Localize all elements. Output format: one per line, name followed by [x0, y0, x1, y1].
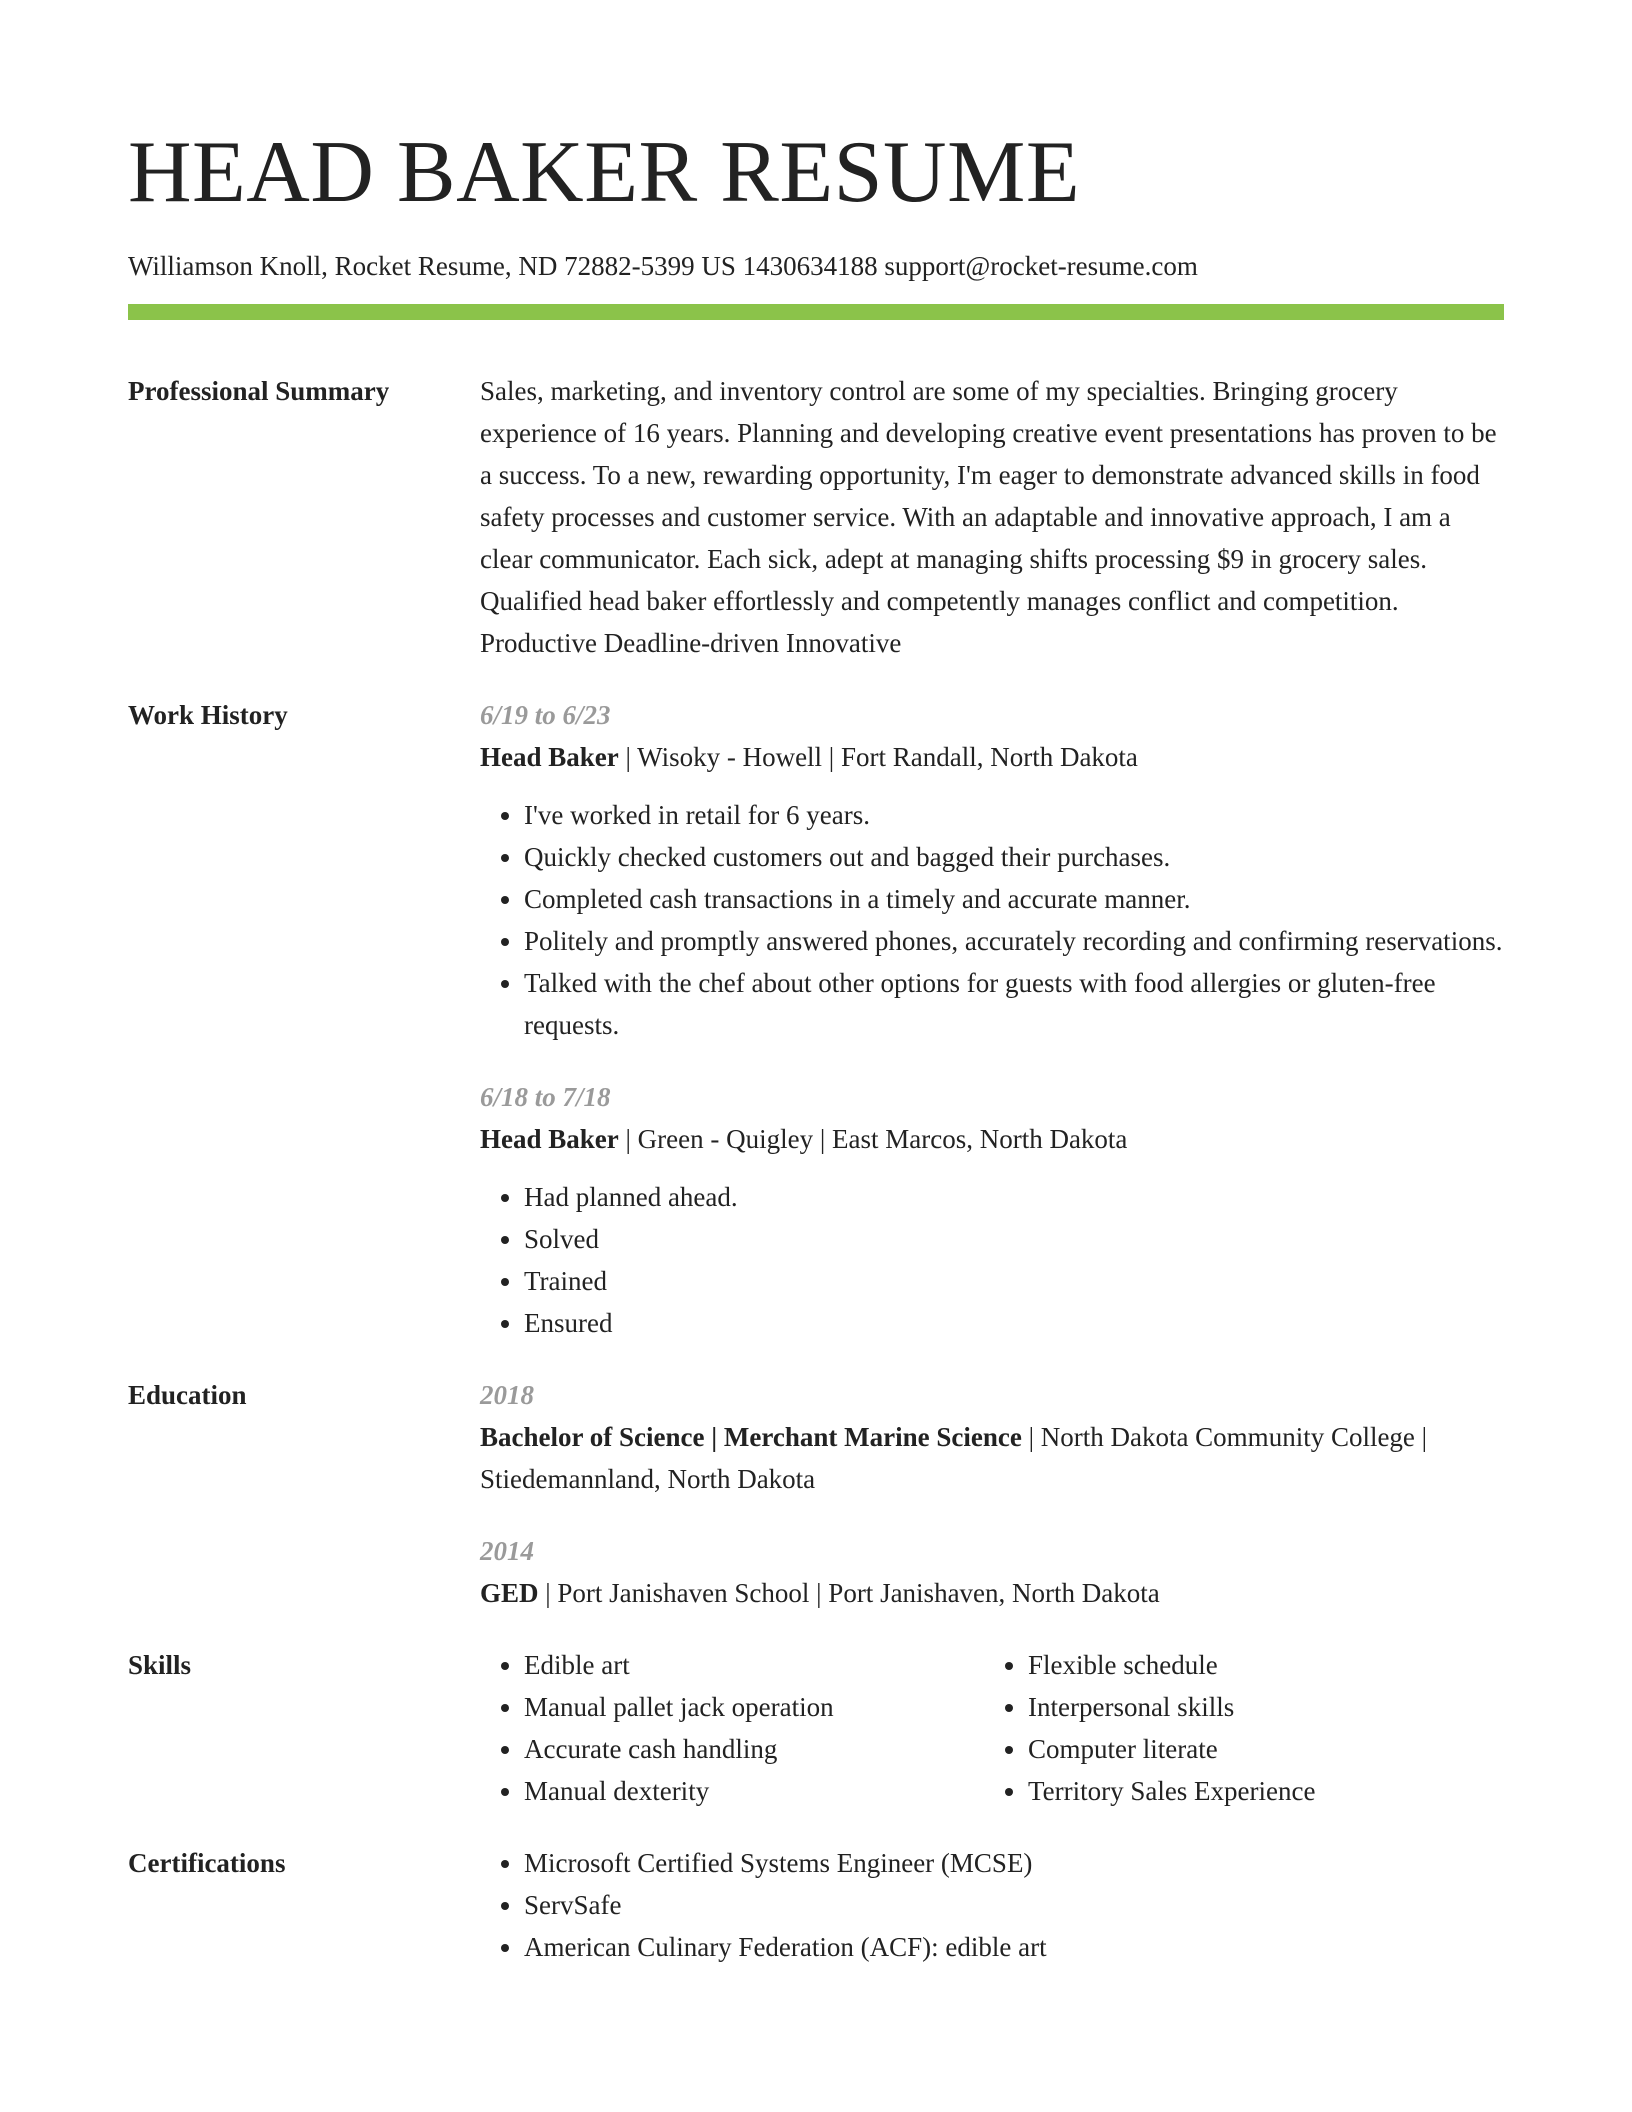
header-divider	[128, 304, 1504, 320]
education-degree: Bachelor of Science | Merchant Marine Science	[480, 1422, 1022, 1452]
skill-item: • Manual pallet jack operation	[524, 1686, 984, 1728]
resume-title: HEAD BAKER RESUME	[128, 124, 1081, 221]
skill-item: • Accurate cash handling	[524, 1728, 984, 1770]
education-line	[480, 1572, 1504, 1614]
job-bullet: • Trained	[524, 1260, 1504, 1302]
job-bullets	[480, 1176, 1504, 1344]
skills-list-right	[984, 1644, 1488, 1812]
education-details: | Port Janishaven School | Port Janishaven, North Dakota	[538, 1578, 1160, 1608]
education-details: | North Dakota Community College | Stiedemannland, North Dakota	[480, 1422, 1428, 1494]
skills-section	[128, 1644, 1504, 1812]
job-entry	[480, 694, 1504, 1046]
education-section	[128, 1374, 1504, 1614]
skill-item: • Territory Sales Experience	[1028, 1770, 1488, 1812]
job-bullet: • Ensured	[524, 1302, 1504, 1344]
certifications-body	[480, 1842, 1504, 1968]
contact-line: Williamson Knoll, Rocket Resume, ND 72882-5399 US 1430634188 support@rocket-resume.com	[128, 251, 1198, 281]
work-history-body	[480, 694, 1504, 1344]
job-bullet: • I've worked in retail for 6 years.	[524, 794, 1504, 836]
job-bullet: • Had planned ahead.	[524, 1176, 1504, 1218]
skill-item: • Interpersonal skills	[1028, 1686, 1488, 1728]
certification-item: • ServSafe	[524, 1884, 1504, 1926]
job-role-line	[480, 1118, 1504, 1160]
certification-item: • American Culinary Federation (ACF): edible art	[524, 1926, 1504, 1968]
education-degree: GED	[480, 1578, 539, 1608]
section-label-education: Education	[128, 1380, 247, 1410]
job-dates: 6/19 to 6/23	[480, 700, 611, 730]
job-bullet: • Quickly checked customers out and bagged their purchases.	[524, 836, 1504, 878]
job-details: | Green - Quigley | East Marcos, North Dakota	[618, 1124, 1128, 1154]
certifications-list	[480, 1842, 1504, 1968]
education-body	[480, 1374, 1504, 1614]
skills-list-left	[480, 1644, 984, 1812]
section-label-skills: Skills	[128, 1650, 192, 1680]
job-bullet: • Talked with the chef about other options for guests with food allergies or gluten-free requests.	[524, 962, 1504, 1046]
education-entry	[480, 1530, 1504, 1614]
section-label-certifications: Certifications	[128, 1848, 286, 1878]
job-entry	[480, 1076, 1504, 1344]
work-history-section	[128, 694, 1504, 1344]
job-title: Head Baker	[480, 1124, 619, 1154]
job-bullet: • Solved	[524, 1218, 1504, 1260]
job-details: | Wisoky - Howell | Fort Randall, North Dakota	[618, 742, 1138, 772]
summary-text: Sales, marketing, and inventory control are some of my specialties. Bringing grocery experience of 16 years. Planning and developing creative event presentations has proven to be a success. To a new, rewarding opportunity, I'm eager to demonstrate advanced skills in food safety processes and customer service. With an adaptable and innovative approach, I am a clear communicator. Each sick, adept at managing shifts processing $9 in grocery sales. Qualified head baker effortlessly and competently manages conflict and competition. Productive Deadline-driven Innovative	[480, 376, 1497, 658]
job-bullets	[480, 794, 1504, 1046]
job-dates: 6/18 to 7/18	[480, 1082, 611, 1112]
job-title: Head Baker	[480, 742, 619, 772]
education-year: 2014	[480, 1536, 534, 1566]
education-year: 2018	[480, 1380, 534, 1410]
certifications-section	[128, 1842, 1504, 1968]
skill-item: • Flexible schedule	[1028, 1644, 1488, 1686]
section-label-work-history: Work History	[128, 700, 288, 730]
skill-item: • Edible art	[524, 1644, 984, 1686]
certification-item: • Microsoft Certified Systems Engineer (MCSE)	[524, 1842, 1504, 1884]
education-line	[480, 1416, 1504, 1500]
section-label-summary: Professional Summary	[128, 376, 390, 406]
skill-item: • Computer literate	[1028, 1728, 1488, 1770]
summary-section	[128, 370, 1504, 664]
job-bullet: • Politely and promptly answered phones, accurately recording and confirming reservations.	[524, 920, 1504, 962]
job-role-line	[480, 736, 1504, 778]
education-entry	[480, 1374, 1504, 1500]
job-bullet: • Completed cash transactions in a timely and accurate manner.	[524, 878, 1504, 920]
skills-body	[480, 1644, 1504, 1812]
skill-item: • Manual dexterity	[524, 1770, 984, 1812]
